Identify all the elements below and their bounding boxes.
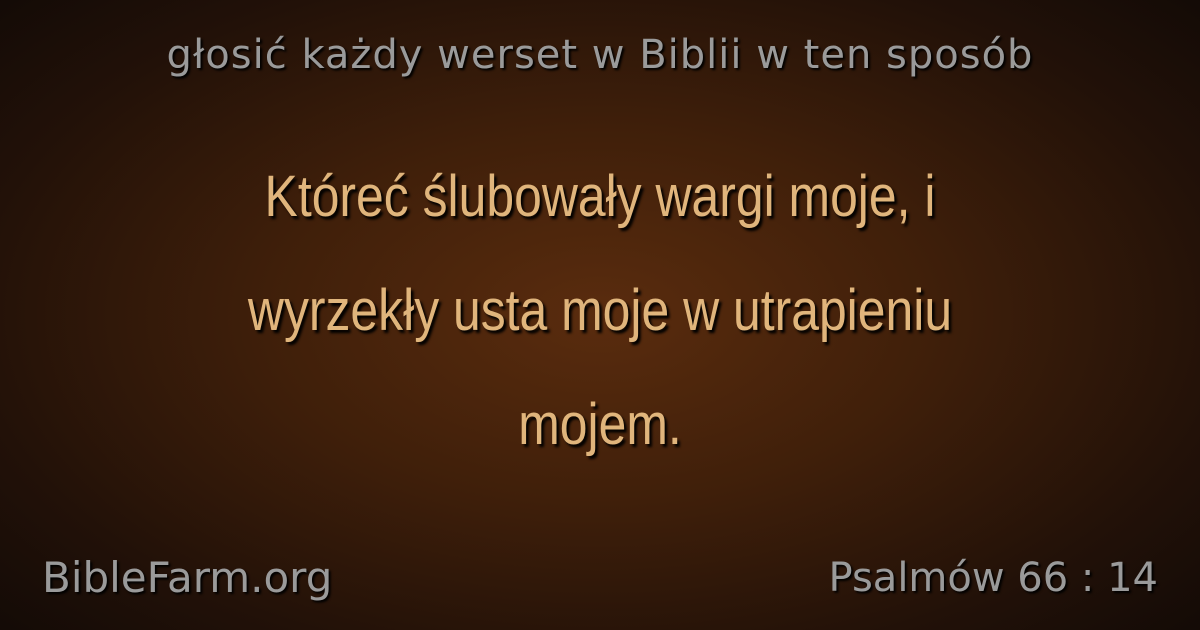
verse-text [127,140,1073,482]
verse-line: mojem. [518,392,682,457]
site-name: BibleFarm.org [42,553,333,602]
verse-reference: Psalmów 66 : 14 [828,555,1158,601]
tagline: głosić każdy werset w Biblii w ten sposób [166,32,1034,78]
verse-line: wyrzekły usta moje w utrapieniu [247,278,953,343]
verse-line: Któreć ślubowały wargi moje, i [264,164,936,229]
